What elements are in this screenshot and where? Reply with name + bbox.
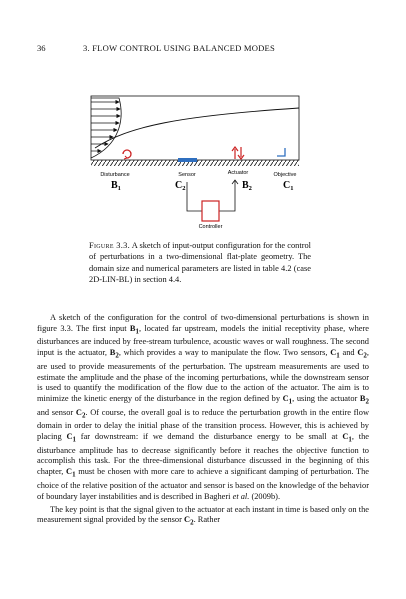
running-title: 3. FLOW CONTROL USING BALANCED MODES [83,43,275,53]
body-text [37,313,369,529]
caption-text: A sketch of input-output configuration for the control of perturbations in a two-dimensional flat-plate geometry. The domain size and numerical parameters are listed in table 4.2 (case 2D-LIN-BL) in section 4.4. [89,241,311,284]
controller-box [202,201,219,221]
label-c2: $C_2$ [175,180,186,192]
label-disturbance: Disturbance [100,172,130,178]
figure-caption [89,240,311,285]
label-c1: $C_1$ [283,180,294,192]
domain-box [91,96,299,160]
disturbance-swirl-icon [123,150,131,159]
label-sensor: Sensor [178,172,196,178]
paragraph-2: The key point is that the signal given to the actuator at each instant in time is based only on the measurement signal provided by the sensor $C_2$. Rather [37,504,369,528]
label-actuator: Actuator [227,170,249,176]
inflow-arrows [91,102,120,151]
figure-flow-control-sketch [89,90,309,230]
running-header [37,43,369,55]
page-number: 36 [37,43,46,53]
label-objective: Objective [273,172,297,178]
caption-label: Figure 3.3. [89,241,131,250]
boundary-layer-curve [95,108,299,148]
sensor-bar [178,158,197,162]
label-b2: $B_2$ [242,180,252,192]
label-controller: Controller [198,224,223,230]
objective-marker-icon [277,148,285,156]
paragraph-1: A sketch of the configuration for the control of two-dimensional perturbations is shown in figure 3.3. The first input $B_1$, located far upstream, models the initial receptivity phase, where disturbances are induced by free-stream turbulence, acoustic waves or wall roughness. The second input is the actuator, $B_2$, which provides a way to manipulate the flow. Two sensors, $C_1$ and $C_2$, are used to provide measurements of the perturbation. The upstream measurements are used to estimate the amplitude and the phase of the incoming perturbations, while the downstream sensor is used to quantify the modification of the flow due to the action of the actuator. The aim is to minimize the kinetic energy of the disturbance in the region defined by $C_1$, using the actuator $B_2$ and sensor $C_2$. Of course, the overall goal is to reduce the perturbation growth in the entire flow domain in order to delay the initial phase of the transition process. However, this is achieved by placing $C_1$ far downstream: if we demand the disturbance energy to be small at $C_1$, the disturbance amplitude has to decrease significantly before it reaches the objective function to accomplish this task. For the three-dimensional disturbance discussed in the beginning of this chapter, $C_1$ must be chosen with more care to achieve a significant damping of perturbation. The choice of the relative position of the actuator and sensor is based on the knowledge of the behavior of boundary layer instabilities and is described in Bagheri et al. (2009b). [37,313,370,501]
actuator-arrows-icon [232,147,244,159]
label-b1: $B_1$ [111,180,121,192]
inflow-profile [91,98,121,158]
